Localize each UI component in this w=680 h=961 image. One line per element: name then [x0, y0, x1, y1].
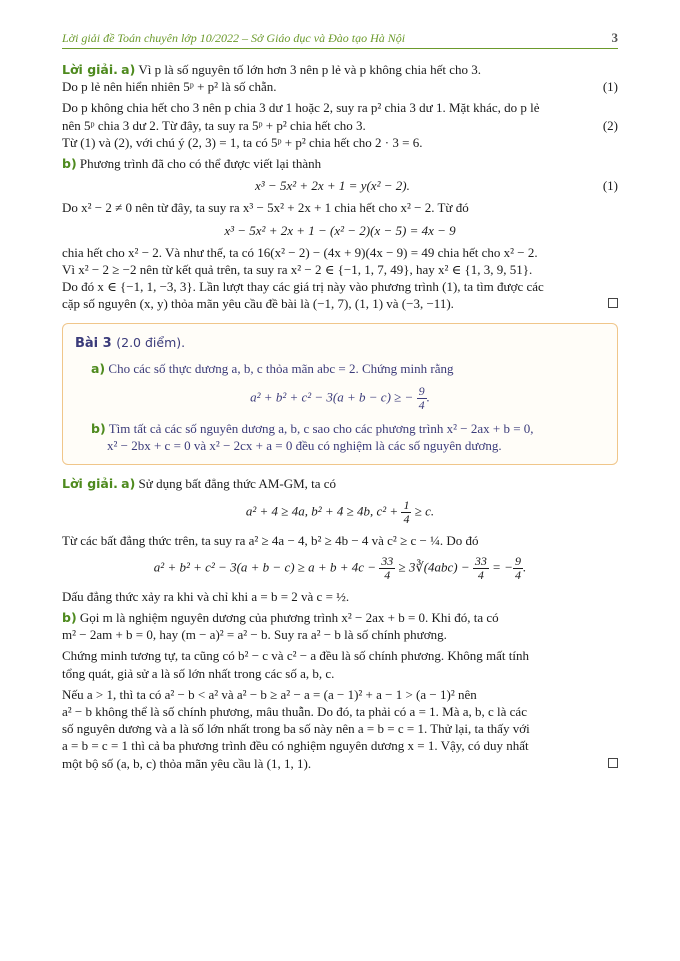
- text-line: m² − 2am + b = 0, hay (m − a)² = a² − b. Suy ra a² − b là số chính phương.: [62, 627, 447, 643]
- part-b-label: b): [62, 610, 77, 626]
- equation: x³ − 5x² + 2x + 1 = y(x² − 2).: [255, 178, 410, 194]
- problem-points: (2.0 điểm).: [116, 334, 186, 350]
- fraction-numerator: 9: [418, 384, 425, 399]
- fraction-denominator: 4: [514, 567, 521, 582]
- problem-inequality: [75, 385, 605, 412]
- inequality-left: a² + b² + c² − 3(a + b − c) ≥ −: [250, 389, 414, 405]
- problem-text: Tìm tất cả các số nguyên dương a, b, c sao cho các phương trình x² − 2ax + b = 0,: [108, 421, 534, 437]
- text-line: a² − b không thể là số chính phương, mâu thuẫn. Do đó, ta phải có a = 1. Mà a, b, c là các: [62, 704, 527, 720]
- fraction-numerator: 1: [403, 497, 410, 512]
- problem-text: Cho các số thực dương a, b, c thỏa mãn abc = 2. Chứng minh rằng: [108, 360, 454, 376]
- part-a-label: a): [91, 360, 106, 376]
- solution-label: Lời giải.: [62, 476, 118, 492]
- qed-square-icon: [608, 298, 618, 308]
- fraction-denominator: 4: [384, 567, 391, 582]
- problem-text: x² − 2bx + c = 0 và x² − 2cx + a = 0 đều có nghiệm là các số nguyên dương.: [107, 438, 502, 454]
- part-b-label: b): [91, 421, 106, 437]
- fraction-denominator: 4: [418, 398, 425, 413]
- page: [62, 30, 618, 772]
- text-line: Chứng minh tương tự, ta cũng có b² − c và c² − a đều là số chính phương. Không mất tính: [62, 648, 529, 664]
- equation-tag: (1): [602, 79, 618, 95]
- problem-3-box: [62, 323, 618, 466]
- text-line: Phương trình đã cho có thể được viết lại thành: [79, 156, 322, 172]
- solution-label: Lời giải.: [62, 62, 118, 77]
- equation-tag: (2): [602, 117, 618, 133]
- solution-problem-2: [62, 61, 618, 313]
- amgm-right: ≥ c.: [414, 503, 435, 519]
- chain-equals: = −: [492, 559, 513, 575]
- text-line: Do x² − 2 ≠ 0 nên từ đây, ta suy ra x³ − 5x² + 2x + 1 chia hết cho x² − 2. Từ đó: [62, 200, 469, 216]
- running-header: [62, 30, 618, 49]
- chain-middle: ≥ 3∛(4abc) −: [398, 559, 470, 575]
- page-number: 3: [611, 30, 618, 45]
- text-line: Do đó x ∈ {−1, 1, −3, 3}. Lần lượt thay các giá trị này vào phương trình (1), ta tìm được các: [62, 279, 544, 295]
- inequality-end: .: [426, 389, 430, 405]
- text-line: Do p không chia hết cho 3 nên p chia 3 dư 1 hoặc 2, suy ra p² chia 3 dư 1. Mặt khác, do p lẻ: [62, 100, 540, 116]
- text-line: Dấu đẳng thức xảy ra khi và chỉ khi a = b = 2 và c = ½.: [62, 588, 350, 604]
- solution-problem-3: [62, 475, 618, 771]
- amgm-inequalities: [62, 499, 618, 526]
- problem-title: Bài 3: [75, 335, 112, 351]
- text-line: a = b = c = 1 thì cả ba phương trình đều có nghiệm nguyên dương x = 1. Vậy, có duy nhất: [62, 738, 529, 754]
- text-line: cặp số nguyên (x, y) thỏa mãn yêu cầu đề bài là (−1, 7), (1, 1) và (−3, −11).: [62, 296, 454, 312]
- text-line: số nguyên dương và a là số lớn nhất trong ba số này nên a = b = c = 1. Thử lại, ta thấy với: [62, 721, 530, 737]
- text-line: Nếu a > 1, thì ta có a² − b < a² và a² − b ≥ a² − a = (a − 1)² + a − 1 > (a − 1)² nên: [62, 686, 477, 702]
- text-line: Gọi m là nghiệm nguyên dương của phương trình x² − 2ax + b = 0. Khi đó, ta có: [79, 610, 499, 626]
- amgm-left: a² + 4 ≥ 4a, b² + 4 ≥ 4b, c² +: [245, 503, 399, 519]
- inequality-chain: a² + b² + c² − 3(a + b − c) ≥ a + b + 4c − $\frac{33}{4}$ ≥ 3∛(4abc) − $\frac{33}{4}$ = − $\frac{9}{4}$ .: [153, 553, 527, 582]
- text-line: tổng quát, giả sử a là số lớn nhất trong các số a, b, c.: [62, 665, 335, 681]
- text-line: một bộ số (a, b, c) thỏa mãn yêu cầu là (1, 1, 1).: [62, 755, 312, 771]
- text-line: chia hết cho x² − 2. Và như thế, ta có 16(x² − 2) − (4x + 9)(4x − 9) = 49 chia hết cho x² − 2.: [62, 244, 538, 260]
- part-b-label: b): [62, 156, 77, 172]
- text-line: nên 5ᵖ chia 3 dư 2. Từ đây, ta suy ra 5ᵖ + p² chia hết cho 3.: [62, 117, 366, 133]
- chain-left: a² + b² + c² − 3(a + b − c) ≥ a + b + 4c −: [153, 559, 377, 575]
- fraction-denominator: 4: [403, 511, 410, 526]
- text-line: Vì p là số nguyên tố lớn hơn 3 nên p lẻ và p không chia hết cho 3.: [138, 62, 481, 77]
- text-line: Từ (1) và (2), với chú ý (2, 3) = 1, ta có 5ᵖ + p² chia hết cho 2 · 3 = 6.: [62, 134, 423, 150]
- text-line: Từ các bất đẳng thức trên, ta suy ra a² ≥ 4a − 4, b² ≥ 4b − 4 và c² ≥ c − ¼. Do đó: [62, 532, 479, 548]
- equation-tag: (1): [602, 178, 618, 194]
- part-a-label: a): [121, 62, 136, 77]
- text-line: Sử dụng bất đẳng thức AM-GM, ta có: [138, 476, 337, 492]
- fraction-numerator: 33: [474, 553, 487, 568]
- qed-square-icon: [608, 758, 618, 768]
- part-a-label: a): [121, 476, 136, 492]
- text-line: Do p lẻ nên hiển nhiên 5ᵖ + p² là số chẵn.: [62, 79, 277, 95]
- fraction-denominator: 4: [477, 567, 484, 582]
- fraction-numerator: 33: [381, 553, 394, 568]
- fraction-numerator: 9: [514, 553, 521, 568]
- text-line: Vì x² − 2 ≥ −2 nên từ kết quả trên, ta suy ra x² − 2 ∈ {−1, 1, 7, 49}, hay x² ∈ {1, 3, 9, 51}.: [62, 262, 533, 278]
- header-title: Lời giải đề Toán chuyên lớp 10/2022 – Sở Giáo dục và Đào tạo Hà Nội: [62, 31, 406, 45]
- equation: x³ − 5x² + 2x + 1 − (x² − 2)(x − 5) = 4x − 9: [224, 222, 456, 238]
